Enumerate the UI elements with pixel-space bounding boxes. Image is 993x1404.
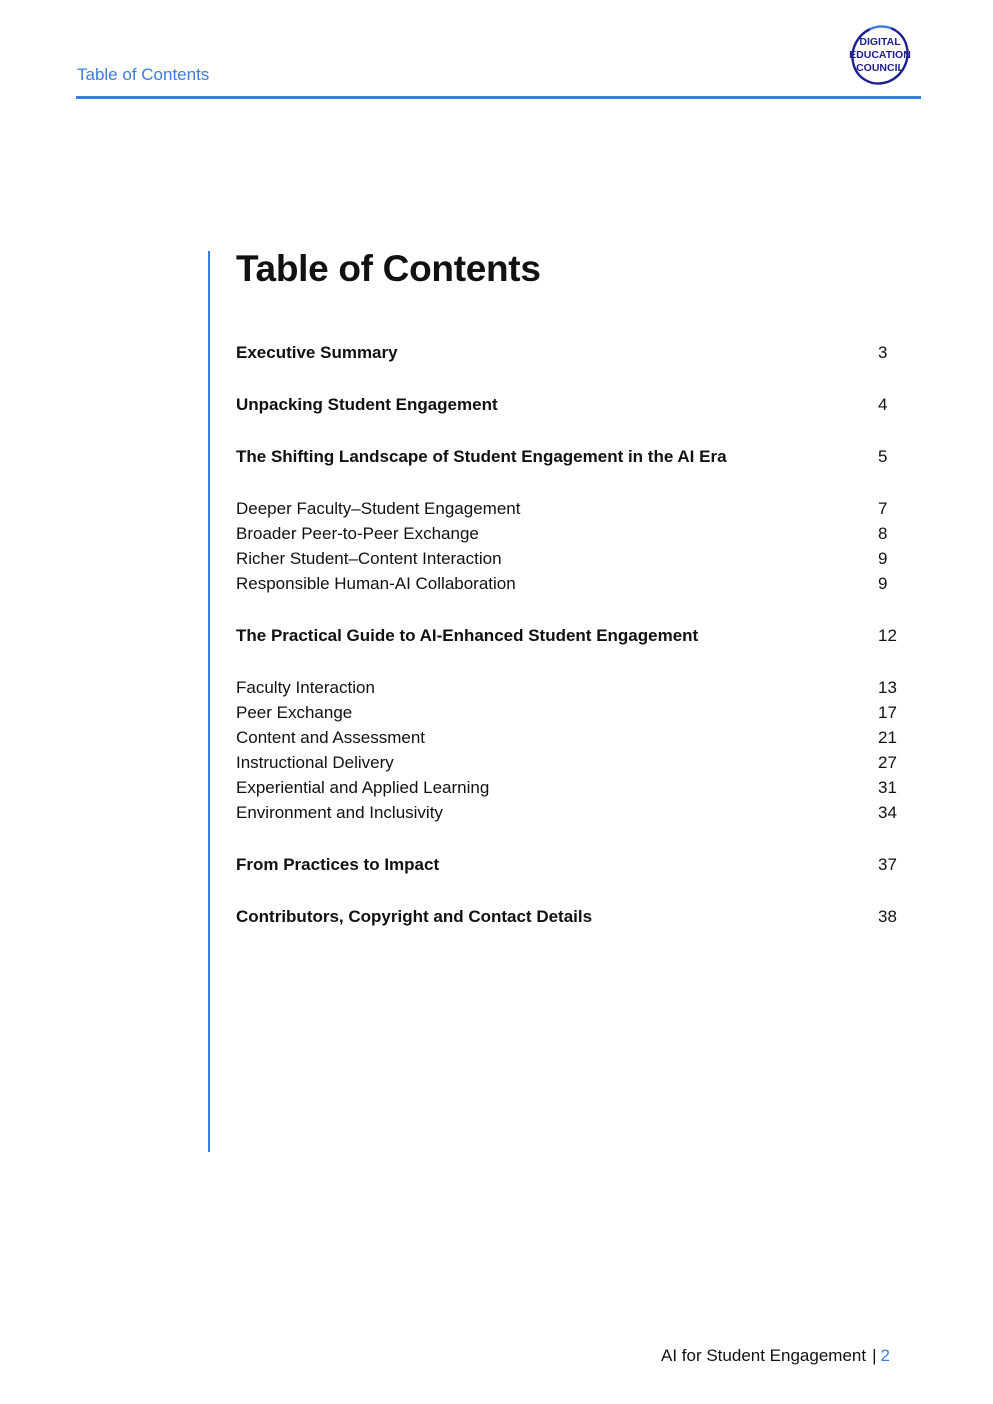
toc-entry[interactable]: [236, 852, 906, 877]
toc-entry[interactable]: [236, 700, 906, 725]
toc-entry-page: 27: [878, 753, 897, 772]
toc-entry-page: 31: [878, 778, 897, 797]
toc-entry-label: Unpacking Student Engagement: [236, 395, 498, 414]
toc-entry[interactable]: [236, 800, 906, 825]
toc-entry[interactable]: [236, 750, 906, 775]
header-divider: [76, 96, 921, 99]
footer-separator: |: [872, 1346, 877, 1365]
toc-entry[interactable]: [236, 623, 906, 648]
toc-entry-label: Deeper Faculty–Student Engagement: [236, 499, 521, 518]
toc-accent-rule: [208, 251, 210, 1152]
toc-entry[interactable]: [236, 496, 906, 521]
footer-page-number: 2: [880, 1346, 890, 1365]
page-title: Table of Contents: [236, 248, 541, 289]
page-footer: [661, 1346, 890, 1366]
toc-list: [236, 340, 906, 929]
toc-entry-page: 12: [878, 626, 897, 645]
logo-line-2: EDUCATION: [849, 49, 911, 61]
toc-entry-label: Instructional Delivery: [236, 753, 394, 772]
toc-entry-label: The Shifting Landscape of Student Engagement in the AI Era: [236, 447, 727, 466]
toc-entry-page: 37: [878, 855, 897, 874]
toc-entry-page: 9: [878, 574, 888, 593]
toc-entry-page: 17: [878, 703, 897, 722]
toc-entry-page: 7: [878, 499, 888, 518]
toc-entry-label: Faculty Interaction: [236, 678, 375, 697]
toc-entry-label: Contributors, Copyright and Contact Details: [236, 907, 593, 926]
toc-entry-page: 34: [878, 803, 897, 822]
running-header: Table of Contents: [77, 65, 210, 84]
toc-entry[interactable]: [236, 521, 906, 546]
toc-entry[interactable]: [236, 675, 906, 700]
toc-entry-page: 21: [878, 728, 897, 747]
logo-line-3: COUNCIL: [856, 62, 904, 74]
toc-entry-page: 5: [878, 447, 888, 466]
digital-education-council-logo: [846, 24, 914, 86]
toc-entry[interactable]: [236, 444, 906, 469]
toc-entry-page: 9: [878, 549, 888, 568]
toc-entry[interactable]: [236, 725, 906, 750]
toc-entry-label: From Practices to Impact: [236, 855, 440, 874]
toc-entry-label: Responsible Human-AI Collaboration: [236, 574, 516, 593]
toc-entry-page: 13: [878, 678, 897, 697]
toc-entry-label: Broader Peer-to-Peer Exchange: [236, 524, 479, 543]
toc-entry-label: The Practical Guide to AI-Enhanced Student Engagement: [236, 626, 699, 645]
toc-entry-page: 4: [878, 395, 888, 414]
toc-entry-label: Experiential and Applied Learning: [236, 778, 490, 797]
toc-entry[interactable]: [236, 775, 906, 800]
toc-entry[interactable]: [236, 571, 906, 596]
footer-document-title: AI for Student Engagement: [661, 1346, 867, 1365]
toc-entry-label: Environment and Inclusivity: [236, 803, 443, 822]
toc-entry-label: Executive Summary: [236, 343, 398, 362]
toc-entry-label: Peer Exchange: [236, 703, 353, 722]
toc-entry[interactable]: [236, 904, 906, 929]
toc-entry-label: Richer Student–Content Interaction: [236, 549, 502, 568]
toc-entry-page: 8: [878, 524, 888, 543]
toc-entry-page: 3: [878, 343, 888, 362]
toc-entry[interactable]: [236, 546, 906, 571]
toc-entry-page: 38: [878, 907, 897, 926]
logo-line-1: DIGITAL: [859, 36, 901, 48]
toc-entry-label: Content and Assessment: [236, 728, 426, 747]
toc-entry[interactable]: [236, 340, 906, 365]
toc-entry[interactable]: [236, 392, 906, 417]
